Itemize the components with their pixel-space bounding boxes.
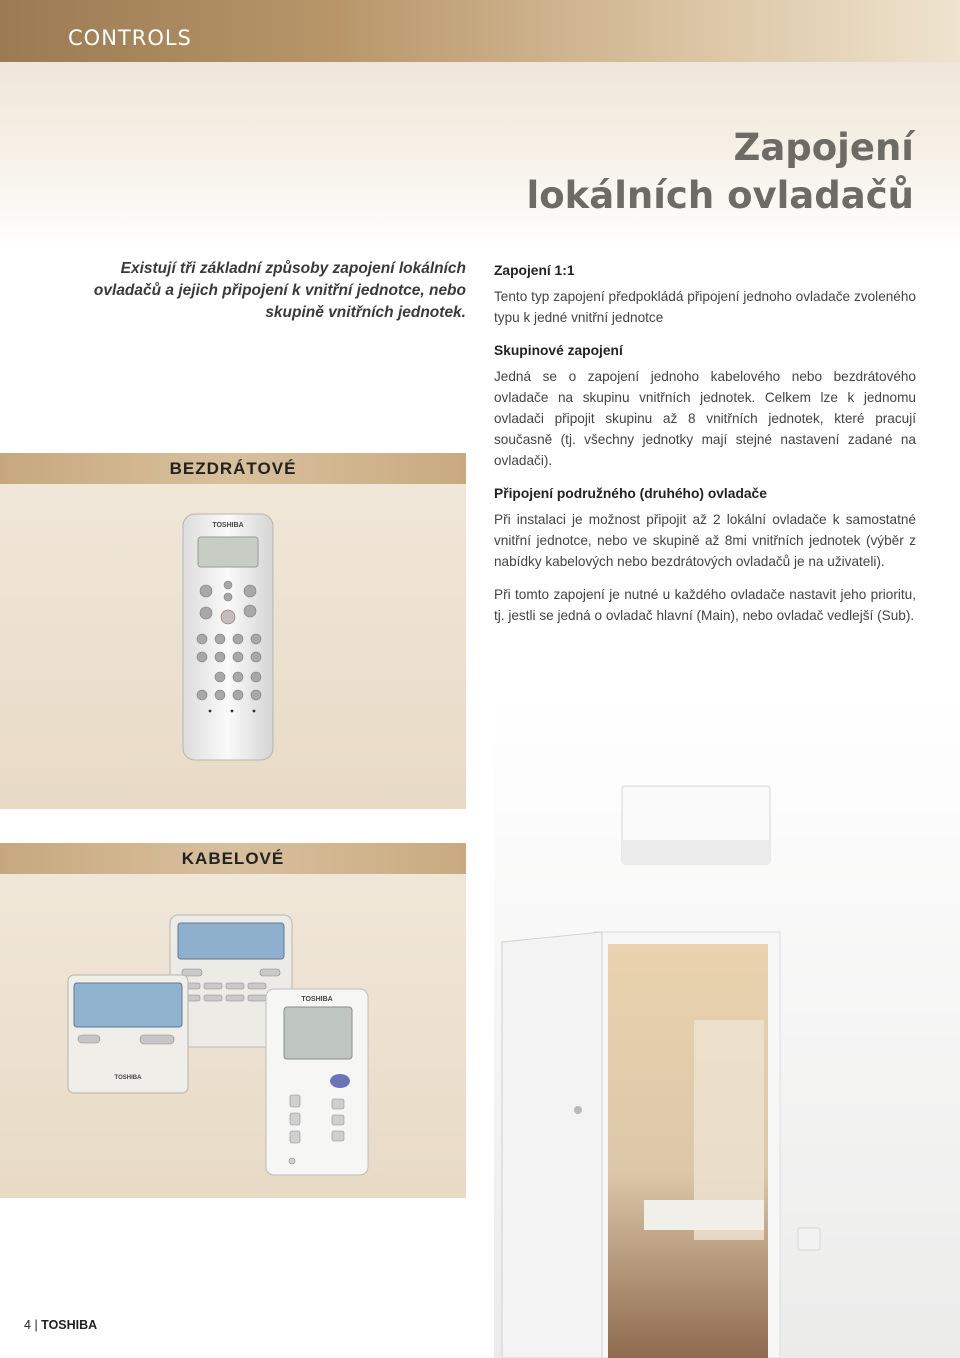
section-1to1 bbox=[494, 260, 916, 328]
section-secondary bbox=[494, 483, 916, 626]
section-label: CONTROLS bbox=[68, 26, 192, 50]
section-body: Tento typ zapojení předpokládá připojení jednoho ovladače zvoleného typu k jedné vnitřní jednotce bbox=[494, 289, 916, 325]
intro-text: Existují tři základní způsoby zapojení lokálních ovladačů a jejich připojení k vnitřní jednotce, nebo skupině vnitřních jednotek. bbox=[93, 260, 466, 321]
remote-brand: TOSHIBA bbox=[212, 522, 244, 529]
wireless-label: BEZDRÁTOVÉ bbox=[0, 453, 466, 484]
title-line-2: lokálních ovladačů bbox=[526, 174, 914, 217]
wired-white-brand: TOSHIBA bbox=[301, 996, 333, 1003]
room-photo bbox=[494, 690, 960, 1358]
footer-brand: TOSHIBA bbox=[41, 1318, 98, 1332]
wired-label: KABELOVÉ bbox=[0, 843, 466, 874]
section-heading: Skupinové zapojení bbox=[494, 343, 623, 358]
section-body: Při instalaci je možnost připojit až 2 lokální ovladače k samostatné vnitřní jednotce, nebo ve skupině až 8mi vnitřních jednotek (výběr z nabídky kabelových nebo bezdrátových ovladačů je na uživateli). bbox=[494, 512, 916, 569]
header-band bbox=[0, 0, 960, 62]
wired-front-brand: TOSHIBA bbox=[114, 1075, 142, 1081]
page-number: 4 bbox=[24, 1318, 31, 1332]
wireless-panel bbox=[0, 453, 466, 809]
section-body-2: Při tomto zapojení je nutné u každého ovladače nastavit jeho prioritu, tj. jestli se jedná o ovladač hlavní (Main), nebo ovladač vedlejší (Sub). bbox=[494, 587, 916, 623]
wired-controller-white-image bbox=[262, 987, 372, 1177]
section-group bbox=[494, 340, 916, 471]
footer-separator: | bbox=[34, 1318, 38, 1332]
wired-panel bbox=[0, 843, 466, 1198]
section-heading: Připojení podružného (druhého) ovladače bbox=[494, 486, 767, 501]
title-line-1: Zapojení bbox=[733, 126, 914, 169]
page-title bbox=[527, 124, 914, 220]
wireless-remote-image bbox=[180, 511, 276, 763]
wired-controller-front-image bbox=[66, 973, 190, 1095]
section-heading: Zapojení 1:1 bbox=[494, 263, 575, 278]
section-body: Jedná se o zapojení jednoho kabelového nebo bezdrátového ovladače na skupinu vnitřních jednotek. Celkem lze k jednomu ovladači připojit skupinu až 8 vnitřních jednotek, které pracují současně (tj. všechny jednotky mají stejné nastavení zadané na ovladači). bbox=[494, 369, 916, 468]
content-column bbox=[494, 260, 916, 638]
page-footer bbox=[24, 1318, 97, 1332]
